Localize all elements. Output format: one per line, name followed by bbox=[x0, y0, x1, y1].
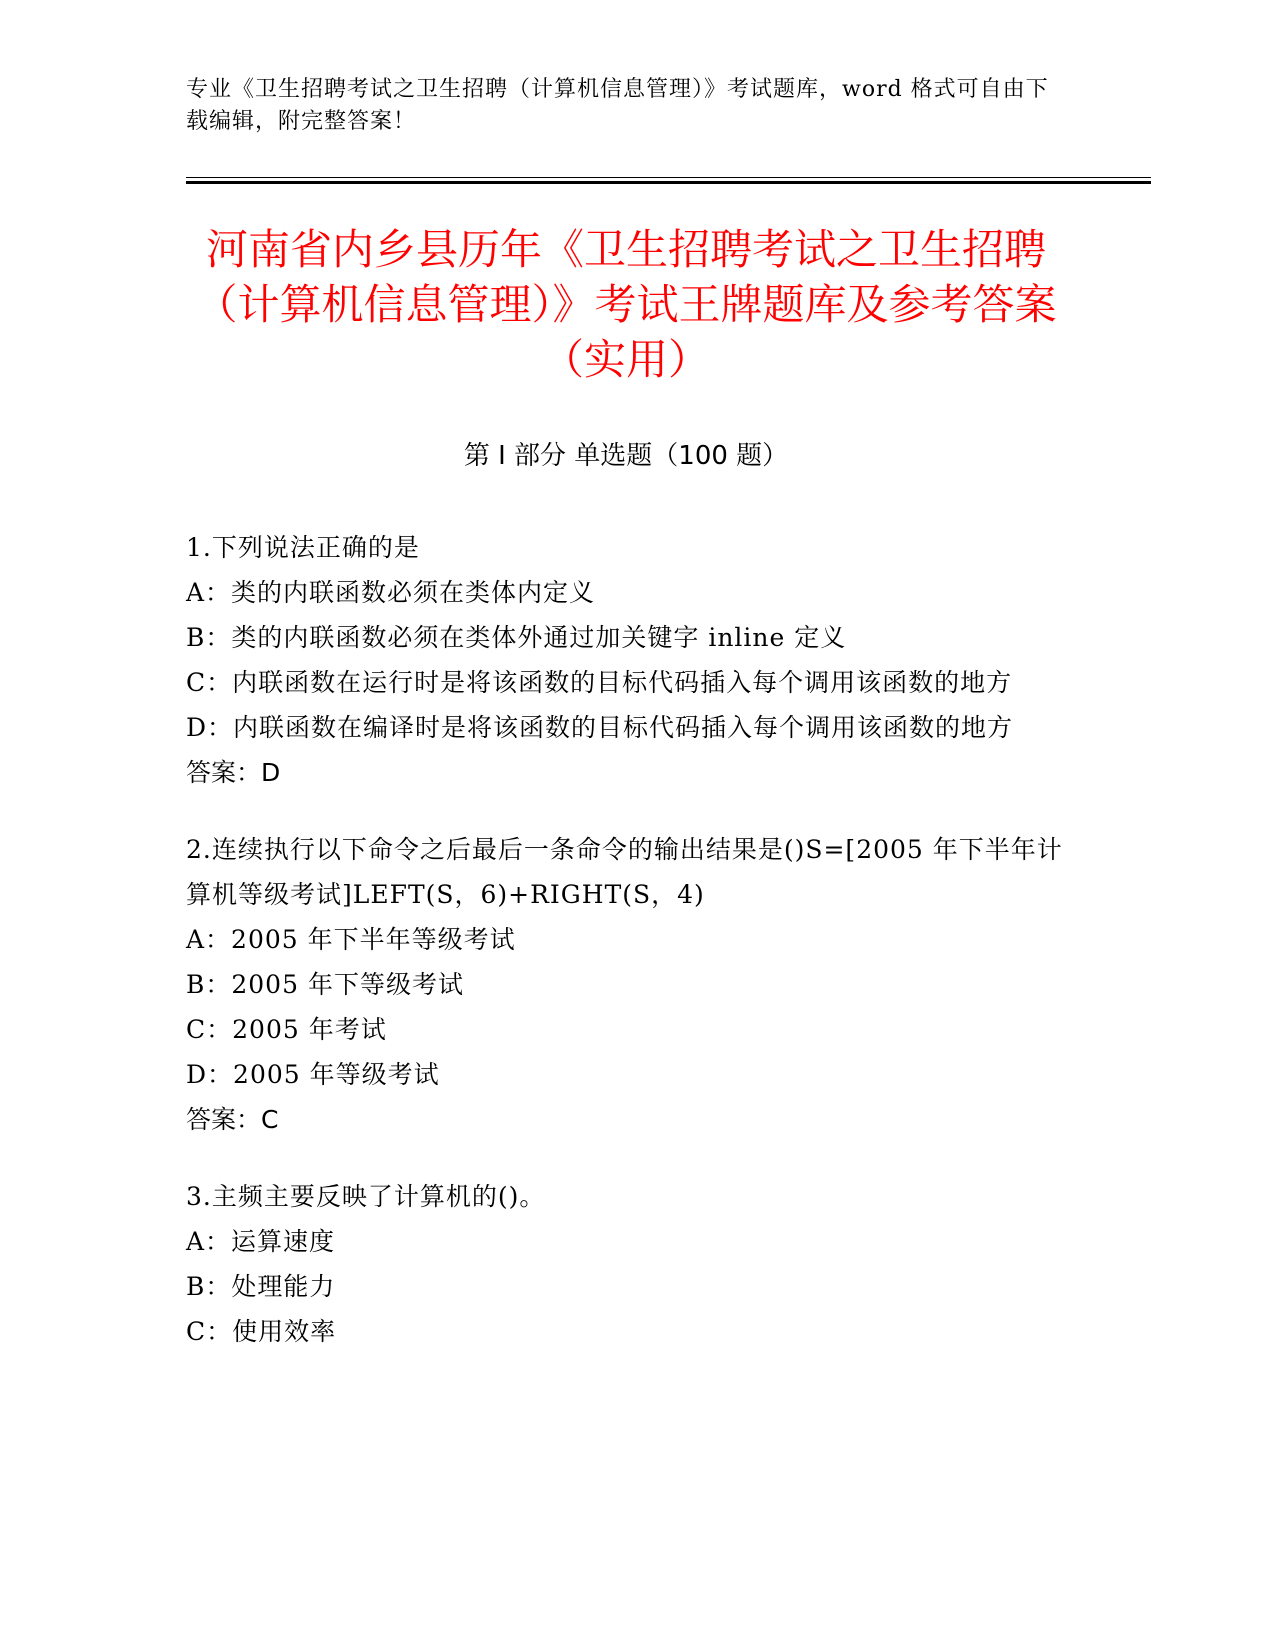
option-a: A：2005 年下半年等级考试 bbox=[186, 925, 516, 954]
option-b: B：处理能力 bbox=[186, 1272, 336, 1301]
option-d: D：2005 年等级考试 bbox=[186, 1060, 440, 1089]
option-a: A：类的内联函数必须在类体内定义 bbox=[186, 578, 596, 607]
question-list bbox=[186, 525, 1066, 1386]
option-c: C：使用效率 bbox=[186, 1317, 337, 1346]
answer: 答案：D bbox=[186, 758, 281, 787]
option-c: C：内联函数在运行时是将该函数的目标代码插入每个调用该函数的地方 bbox=[186, 668, 1013, 697]
header-divider-thin bbox=[186, 177, 1151, 178]
question-stem: 1.下列说法正确的是 bbox=[186, 533, 420, 562]
option-b: B：类的内联函数必须在类体外通过加关键字 inline 定义 bbox=[186, 623, 847, 652]
header-divider-thick bbox=[186, 181, 1151, 184]
option-c: C：2005 年考试 bbox=[186, 1015, 387, 1044]
document-title: 河南省内乡县历年《卫生招聘考试之卫生招聘（计算机信息管理）》考试王牌题库及参考答案（实用） bbox=[195, 225, 1057, 384]
question-stem: 3.主频主要反映了计算机的()。 bbox=[186, 1182, 546, 1211]
question-2 bbox=[186, 827, 1066, 1142]
intro-text: 专业《卫生招聘考试之卫生招聘（计算机信息管理）》考试题库，word 格式可自由下载编辑，附完整答案！ bbox=[186, 77, 1049, 134]
option-b: B：2005 年下等级考试 bbox=[186, 970, 464, 999]
question-3 bbox=[186, 1174, 1066, 1354]
section-title: 第 I 部分 单选题（100 题） bbox=[463, 441, 789, 471]
question-1 bbox=[186, 525, 1066, 795]
answer: 答案：C bbox=[186, 1105, 279, 1134]
option-a: A：运算速度 bbox=[186, 1227, 336, 1256]
option-d: D：内联函数在编译时是将该函数的目标代码插入每个调用该函数的地方 bbox=[186, 713, 1014, 742]
question-stem: 2.连续执行以下命令之后最后一条命令的输出结果是()S=[2005 年下半年计算机等级考试]LEFT(S，6)+RIGHT(S，4) bbox=[186, 835, 1063, 909]
